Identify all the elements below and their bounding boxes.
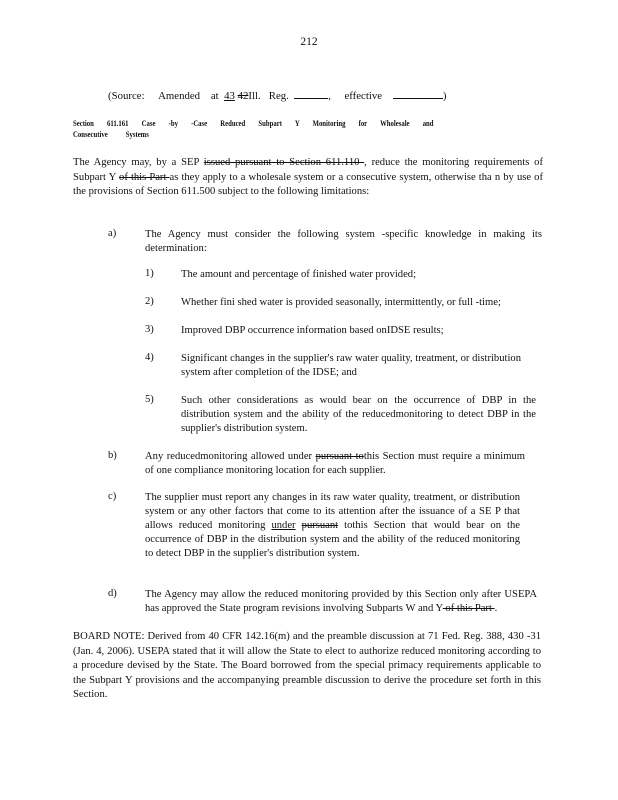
intro-strike-2: of this Part [119, 171, 170, 183]
item-d-label: d) [108, 588, 117, 599]
board-note: BOARD NOTE: Derived from 40 CFR 142.16(m) and the preamble discussion at 71 Fed. Reg. 388, 430 -31 (Jan. 4, 2006). USEPA stated that it will allow the State to elect to authorize reduced monitoring according to a procedure devised by the State. The Board borrowed from the special primacy requirements applicable to the Subpart Y provisions and the accompanying preamble discussion to derive the procedure set forth in this Section. [73, 631, 541, 700]
subitem-2-label: 2) [145, 296, 154, 307]
subitem-5-text: Such other considerations as would bear on the occurrence of DBP in the distribution system and the ability of the reducedmonitoring to detect DBP in the supplier's distribution system. [181, 395, 536, 434]
source-volume-new: 43 [224, 90, 235, 102]
subitem-4-label: 4) [145, 352, 154, 363]
source-note: (Source: Amended at 43 42Ill. Reg. , effective ) [108, 90, 447, 102]
subitem-2-text: Whether fini shed water is provided seasonally, intermittently, or full -time; [181, 297, 501, 308]
item-a-text: The Agency must consider the following system -specific knowledge in making its determination: [145, 229, 542, 254]
section-heading [73, 118, 434, 140]
subitem-5-label: 5) [145, 394, 154, 405]
item-a-label: a) [108, 228, 117, 239]
intro-strike-1: issued pursuant to Section 611.110 [203, 157, 365, 168]
subitem-3-label: 3) [145, 324, 154, 335]
source-blank-date [393, 88, 443, 99]
source-prefix: (Source: [108, 90, 145, 102]
source-register: Ill. [248, 90, 261, 102]
intro-text-2: , reduce the monitoring requirements of Subpart Y [73, 157, 543, 183]
section-heading-line-2: Consecutive Systems [73, 130, 149, 139]
item-b-text: Any reducedmonitoring allowed under pursuant tothis Section must require a minimum of one compliance monitoring location for each supplier. [145, 451, 525, 476]
source-blank-page [294, 88, 328, 99]
item-c-text: The supplier must report any changes in its raw water quality, treatment, or distribution system or any other factors that come to its attention after the issuance of a SE P that allows reduced monitoring under pursuant tothis Section that would bear on the occurrence of DBP in the distribution system and the ability of the reduced monitoring to detect DBP in the supplier's distribution system. [145, 492, 520, 559]
intro-text-3: as they apply to a wholesale system or a consecutive system, otherwise tha n by use of the provisions of Section 611.500 subject to the following limitations: [73, 171, 543, 197]
subitem-3-text: Improved DBP occurrence information based onIDSE results; [181, 325, 444, 336]
item-d-text: The Agency may allow the reduced monitoring provided by this Section only after USEPA has approved the State program revisions involving Subparts W and Y of this Part . [145, 589, 537, 614]
source-volume-old: 42 [237, 90, 249, 102]
section-heading-line-1: Section 611.161 Case -by -Case Reduced Subpart Y Monitoring for Wholesale and [73, 119, 434, 128]
intro-paragraph [73, 156, 543, 200]
item-b-label: b) [108, 450, 117, 461]
intro-text-1: The Agency may, by a SEP [73, 157, 204, 168]
source-close: ) [442, 90, 447, 102]
source-at: at [210, 90, 219, 102]
source-effective: effective [344, 90, 383, 102]
source-amended: Amended [158, 90, 201, 102]
subitem-4-text: Significant changes in the supplier's raw water quality, treatment, or distribution system after completion of the IDSE; and [181, 353, 521, 378]
subitem-1-label: 1) [145, 268, 154, 279]
source-reg: Reg. [268, 90, 289, 102]
page-number: 212 [300, 36, 318, 48]
subitem-1-text: The amount and percentage of finished water provided; [181, 269, 417, 280]
item-c-label: c) [108, 491, 117, 502]
